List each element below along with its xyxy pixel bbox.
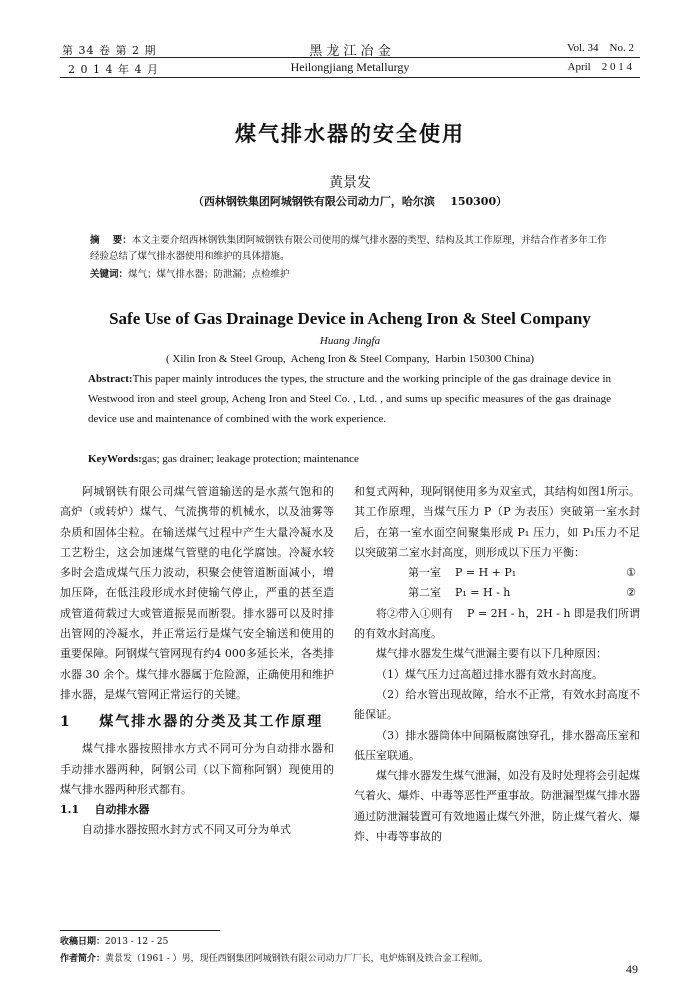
author-affiliation: （西林钢铁集团阿城钢铁有限公司动力厂，哈尔滨 150300）: [192, 195, 508, 208]
body-paragraph: 和复式两种，现阿钢使用多为双室式，其结构如图1所示。其工作原理，当煤气压力 P（P 为表压）突破第一室水封后，在第一室水面空间聚集形成 P₁ 压力，如 P₁压力不足以突破第二室水封高度，则形成以下压力平衡：: [354, 485, 640, 559]
header-volume-cn: 第 34 卷 第 2 期: [62, 44, 157, 57]
section-heading: 1 煤气排水器的分类及其工作原理: [60, 714, 324, 731]
keywords-cn-text: 煤气；煤气排水器；防泄漏；点检维护: [128, 269, 290, 280]
keywords-cn: [90, 267, 610, 283]
header-volume-en: Vol. 34 No. 2: [566, 42, 634, 54]
footnote-bio: [60, 951, 488, 967]
equation-1: [354, 563, 640, 583]
equation-2-number: ②: [626, 586, 636, 600]
footnote-bio-label: 作者简介：: [60, 954, 106, 964]
body-left-column: [60, 482, 334, 841]
body-paragraph: 阿城钢铁有限公司煤气管道输送的是水蒸气饱和的高炉（或转炉）煤气、气流携带的机械水，以及油雾等杂质和固体尘粒。在输送煤气过程中产生大量冷凝水及工艺粉尘，这会加速煤气管壁的电化学腐蚀。冷凝水较多时会造成煤气压力波动，积聚会使管道断面减小，增加压降，在低洼段形成水封使输气停止，严重的甚至造成管道荷载过大或管道振晃而断裂。排水器可以及时排出管网的冷凝水，并正常运行是煤气安全输送和使用的重要保障。阿钢煤气管网现有约4 000多延长米，各类排水器 30 余个。煤气排水器属于危险源，正确使用和维护排水器，是煤气管网正常运行的关键。: [60, 485, 334, 701]
list-item: （2）给水管出现故障，给水不正常，有效水封高度不能保证。: [354, 687, 640, 722]
keywords-cn-label: 关键词：: [90, 269, 129, 280]
header-rule-top: [60, 57, 640, 58]
header-journal-en: Heilongjiang Metallurgy: [290, 60, 410, 74]
author-name: 黄景发: [329, 175, 371, 191]
english-abstract-text: This paper mainly introduces the types, the structure and the working principle of the gas drainage device in Westwood iron and steel group, Acheng Iron and Steel Co. , Ltd. , and sums up specific measures of the gas drainage device use and maintenance of combined with the work experience.: [88, 373, 611, 425]
body-paragraph: 自动排水器按照水封方式不同又可分为单式: [82, 823, 291, 837]
footnote-bio-text: 黄景发（1961 - ）男，现任西钢集团阿城钢铁有限公司动力厂厂长，电炉炼钢及铁合金工程师。: [105, 954, 488, 964]
footnote-received-label: 收稿日期：: [60, 937, 106, 947]
english-keywords: [88, 449, 611, 469]
footnote-received: [60, 934, 168, 950]
abstract-cn-label: 摘 要：: [90, 235, 132, 246]
header-rule-bottom: [60, 77, 640, 78]
equation-1-text: 第一室 P = H + P₁: [408, 566, 517, 580]
equation-2: [354, 583, 640, 603]
english-affiliation: ( Xilin Iron & Steel Group, Acheng Iron & Steel Company, Harbin 150300 China): [165, 353, 535, 365]
english-title: Safe Use of Gas Drainage Device in Acheng Iron & Steel Company: [109, 309, 591, 328]
subsection-heading: 1.1 自动排水器: [60, 803, 150, 817]
list-item: （3）排水器筒体中间隔板腐蚀穿孔，排水器高压室和低压室联通。: [354, 728, 640, 762]
english-keywords-label: KeyWords:: [88, 453, 142, 465]
footnote-rule: [60, 930, 220, 931]
english-author: Huang Jingfa: [319, 335, 381, 347]
abstract-cn: [90, 233, 610, 265]
english-abstract-label: Abstract:: [88, 373, 133, 385]
english-keywords-text: gas; gas drainer; leakage protection; maintenance: [141, 453, 359, 465]
header-date-en: April 2 0 1 4: [567, 61, 632, 73]
body-paragraph: 煤气排水器发生煤气泄漏，如没有及时处理将会引起煤气着火、爆炸、中毒等恶性严重事故。防泄漏型煤气排水器通过防泄漏装置可有效地遏止煤气外泄，防止煤气着火、爆炸、中毒等事故的: [354, 769, 640, 844]
body-paragraph: 煤气排水器发生煤气泄漏主要有以下几种原因：: [376, 647, 607, 661]
header-date-cn: 2 0 1 4 年 4 月: [68, 63, 159, 76]
list-item: （1）煤气压力过高超过排水器有效水封高度。: [376, 667, 603, 681]
page-number: 49: [626, 962, 638, 976]
header-journal-cn: 黑 龙 江 冶 金: [309, 44, 391, 59]
equation-1-number: ①: [626, 566, 636, 580]
body-paragraph: 煤气排水器按照排水方式不同可分为自动排水器和手动排水器两种，阿钢公司（以下简称阿钢）现使用的煤气排水器两种形式都有。: [60, 742, 334, 796]
article-title: 煤气排水器的安全使用: [235, 121, 465, 146]
english-abstract: [88, 369, 611, 429]
footnote-received-date: 2013 - 12 - 25: [105, 937, 169, 947]
equation-2-text: 第二室 P₁ = H - h: [408, 586, 511, 600]
abstract-cn-text: 本文主要介绍西林钢铁集团阿城钢铁有限公司使用的煤气排水器的类型、结构及其工作原理，并结合作者多年工作经验总结了煤气排水器使用和维护的具体措施。: [90, 235, 607, 262]
body-paragraph: 将②带入①则有 P = 2H - h，2H - h 即是我们所谓的有效水封高度。: [354, 606, 640, 641]
body-right-column: [354, 482, 640, 847]
